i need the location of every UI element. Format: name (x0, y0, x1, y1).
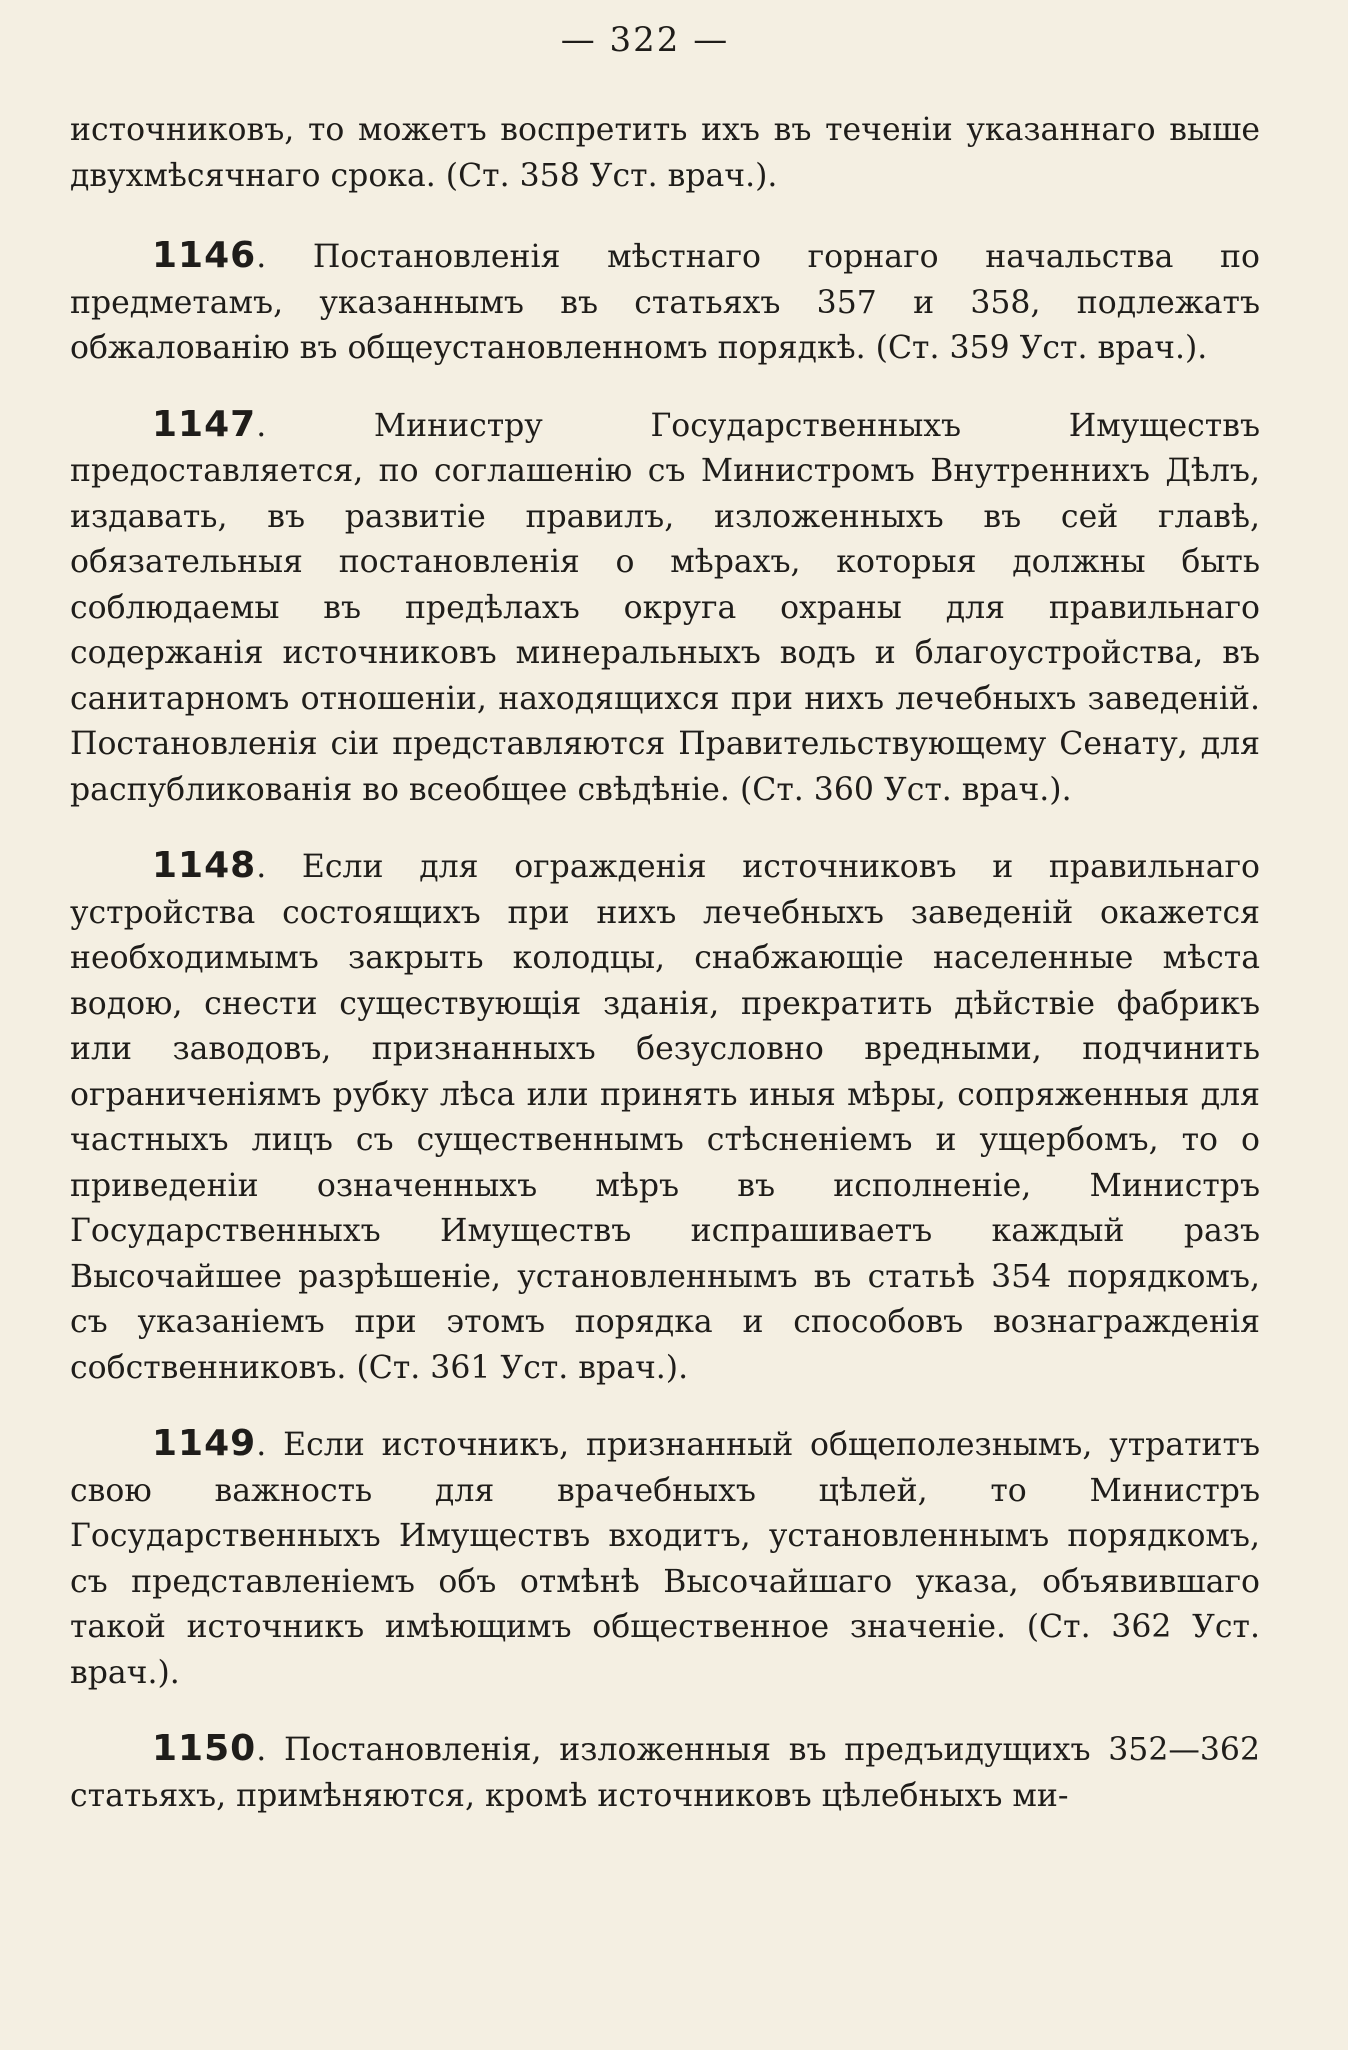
article-text: . Министру Государственныхъ Имуществъ предоставляется, по соглашенію съ Министромъ Внутреннихъ Дѣлъ, издавать, въ развитіе правилъ, изложенныхъ въ сей главѣ, обязательныя постановленія о мѣрахъ, которыя должны быть соблюдаемы въ предѣлахъ округа охраны для правильнаго содержанія источниковъ минеральныхъ водъ и благоустройства, въ санитарномъ отношеніи, находящихся при нихъ лечебныхъ заведеній. Постановленія сіи представляются Правительствующему Сенату, для распубликованія во всеобщее свѣдѣніе. (Ст. 360 Уст. врач.). (70, 407, 1260, 808)
article-number: 1146 (152, 235, 257, 276)
paragraph-continuation (70, 108, 1260, 199)
article-1147 (70, 402, 1260, 814)
article-text: . Если источникъ, признанный общеполезнымъ, утратитъ свою важность для врачебныхъ цѣлей, то Министръ Государственныхъ Имуществъ входитъ, установленнымъ порядкомъ, съ представленіемъ объ отмѣнѣ Высочайшаго указа, объявившаго такой источникъ имѣющимъ общественное значеніе. (Ст. 362 Уст. врач.). (70, 1427, 1260, 1691)
article-1149 (70, 1421, 1260, 1696)
article-1150 (70, 1726, 1260, 1819)
article-text: . Постановленія, изложенныя въ предъидущихъ 352—362 статьяхъ, примѣняются, кромѣ источниковъ цѣлебныхъ ми- (70, 1732, 1260, 1814)
page-number: — 322 — (560, 20, 730, 60)
article-number: 1147 (152, 403, 257, 445)
article-number: 1150 (152, 1728, 257, 1769)
article-number: 1149 (152, 1423, 257, 1464)
article-1146 (70, 233, 1260, 372)
article-1148 (70, 843, 1260, 1391)
article-number: 1148 (152, 845, 257, 886)
article-text: . Постановленія мѣстнаго горнаго начальства по предметамъ, указаннымъ въ статьяхъ 357 и 358, подлежатъ обжалованію въ общеустановленномъ порядкѣ. (Ст. 359 Уст. врач.). (70, 239, 1260, 366)
paragraph-text: источниковъ, то можетъ воспретить ихъ въ теченіи указаннаго выше двухмѣсячнаго срока. (Ст. 358 Уст. врач.). (70, 112, 1260, 194)
article-text: . Если для огражденія источниковъ и правильнаго устройства состоящихъ при нихъ лечебныхъ заведеній окажется необходимымъ закрыть колодцы, снабжающіе населенные мѣста водою, снести существующія зданія, прекратить дѣйствіе фабрикъ или заводовъ, признанныхъ безусловно вредными, подчинить ограниченіямъ рубку лѣса или принять иныя мѣры, сопряженныя для частныхъ лицъ съ существеннымъ стѣсненіемъ и ущербомъ, то о приведеніи означенныхъ мѣръ въ исполненіе, Министръ Государственныхъ Имуществъ испрашиваетъ каждый разъ Высочайшее разрѣшеніе, установленнымъ въ статьѣ 354 порядкомъ, съ указаніемъ при этомъ порядка и способовъ вознагражденія собственниковъ. (Ст. 361 Уст. врач.). (70, 849, 1260, 1386)
